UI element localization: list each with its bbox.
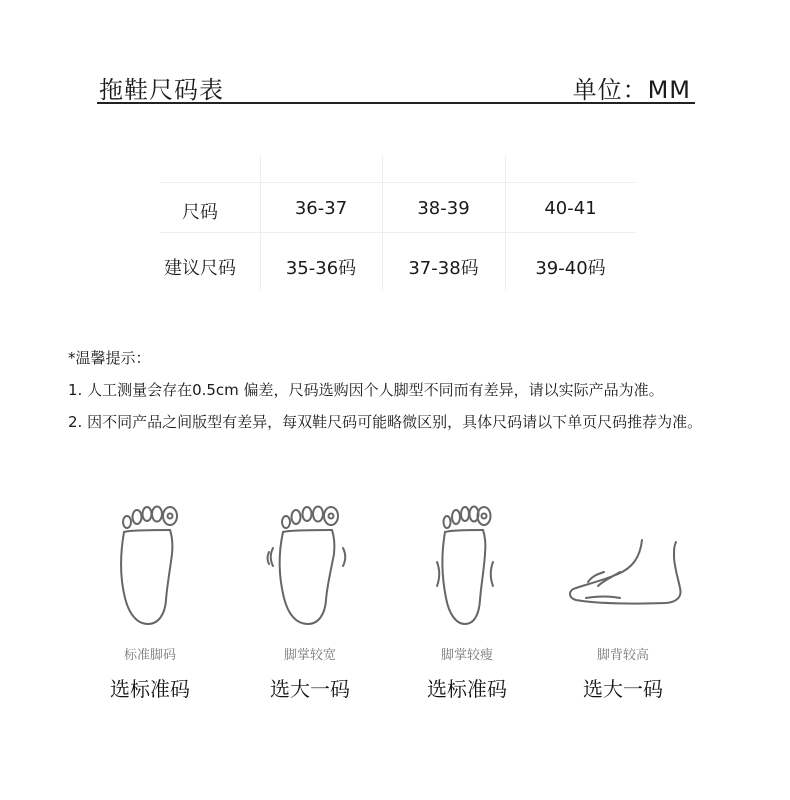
table-divider xyxy=(160,232,636,233)
foot-type-high-instep xyxy=(543,500,703,702)
foot-caption: 脚背较高 xyxy=(596,648,649,663)
wide-foot-icon xyxy=(265,500,355,630)
size-chart-header xyxy=(97,66,695,104)
foot-type-narrow xyxy=(387,500,547,702)
foot-advice: 选大一码 xyxy=(583,677,663,701)
foot-advice: 选标准码 xyxy=(427,677,507,701)
table-divider xyxy=(160,182,636,183)
foot-type-standard xyxy=(70,500,230,702)
foot-type-wide xyxy=(230,500,390,702)
table-cell: 39-40码 xyxy=(535,258,606,279)
foot-advice: 选标准码 xyxy=(110,677,190,701)
high-instep-foot-icon xyxy=(558,500,688,630)
foot-advice: 选大一码 xyxy=(270,677,350,701)
row-label-size: 尺码 xyxy=(182,202,218,223)
tips-title: *温馨提示： xyxy=(68,349,151,367)
unit-label: 单位：MM xyxy=(572,76,691,104)
foot-caption: 标准脚码 xyxy=(123,648,176,663)
table-cell: 37-38码 xyxy=(408,258,479,279)
row-label-recommended: 建议尺码 xyxy=(164,258,236,279)
tip-item: 2. 因不同产品之间版型有差异，每双鞋尺码可能略微区别，具体尺码请以下单页尺码推荐为准。 xyxy=(68,413,703,431)
foot-caption: 脚掌较瘦 xyxy=(440,648,493,663)
chart-title: 拖鞋尺码表 xyxy=(99,76,224,104)
size-table xyxy=(160,155,636,290)
tip-item: 1. 人工测量会存在0.5cm 偏差，尺码选购因个人脚型不同而有差异，请以实际产品为准。 xyxy=(68,381,664,399)
table-cell: 40-41 xyxy=(544,198,597,219)
table-cell: 35-36码 xyxy=(285,258,357,279)
narrow-foot-icon xyxy=(427,500,507,630)
standard-foot-icon xyxy=(110,500,190,630)
foot-caption: 脚掌较宽 xyxy=(283,648,336,663)
table-cell: 38-39 xyxy=(417,198,470,219)
table-cell: 36-37 xyxy=(294,198,348,219)
tips-section xyxy=(68,345,748,441)
